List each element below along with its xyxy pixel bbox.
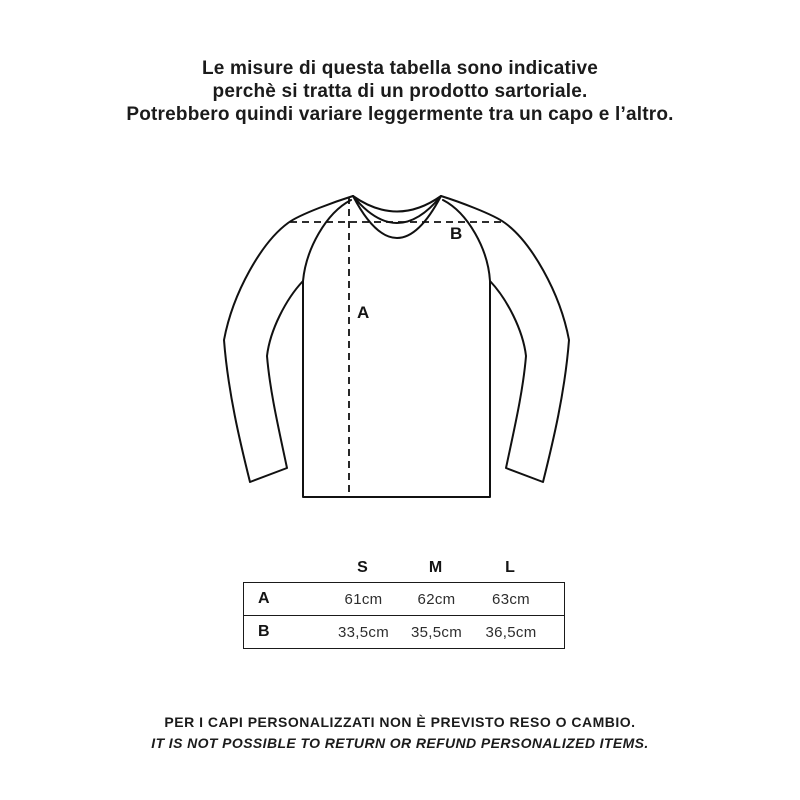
shirt-outline — [224, 196, 569, 497]
size-column-m: M — [428, 559, 443, 576]
disclaimer-line-2: perchè si tratta di un prodotto sartoriale. — [212, 81, 588, 102]
size-column-l: L — [505, 559, 515, 576]
table-row-a — [244, 583, 564, 615]
row-a-value-s: 61cm — [344, 590, 383, 608]
row-a-value-l: 63cm — [492, 590, 530, 608]
size-column-s: S — [357, 559, 368, 576]
row-a-label: A — [258, 590, 270, 607]
size-table-body — [243, 582, 565, 649]
size-table-header-row — [243, 555, 565, 581]
footer-line-italian: PER I CAPI PERSONALIZZATI NON È PREVISTO RESO O CAMBIO. — [164, 714, 636, 730]
measure-b-label: B — [450, 224, 463, 243]
disclaimer-line-3: Potrebbero quindi variare leggermente tra un capo e l’altro. — [126, 104, 674, 125]
row-a-value-m: 62cm — [417, 590, 456, 608]
table-row-b — [244, 615, 564, 648]
row-b-value-m: 35,5cm — [411, 623, 462, 641]
disclaimer-line-1: Le misure di questa tabella sono indicative — [201, 58, 599, 79]
measure-a-label: A — [357, 303, 370, 322]
size-table — [243, 555, 565, 649]
row-b-value-s: 33,5cm — [338, 623, 389, 641]
disclaimer-footer — [0, 712, 800, 754]
row-b-value-l: 36,5cm — [485, 623, 537, 641]
footer-line-english: IT IS NOT POSSIBLE TO RETURN OR REFUND PERSONALIZED ITEMS. — [151, 735, 649, 751]
row-b-label: B — [258, 623, 270, 640]
